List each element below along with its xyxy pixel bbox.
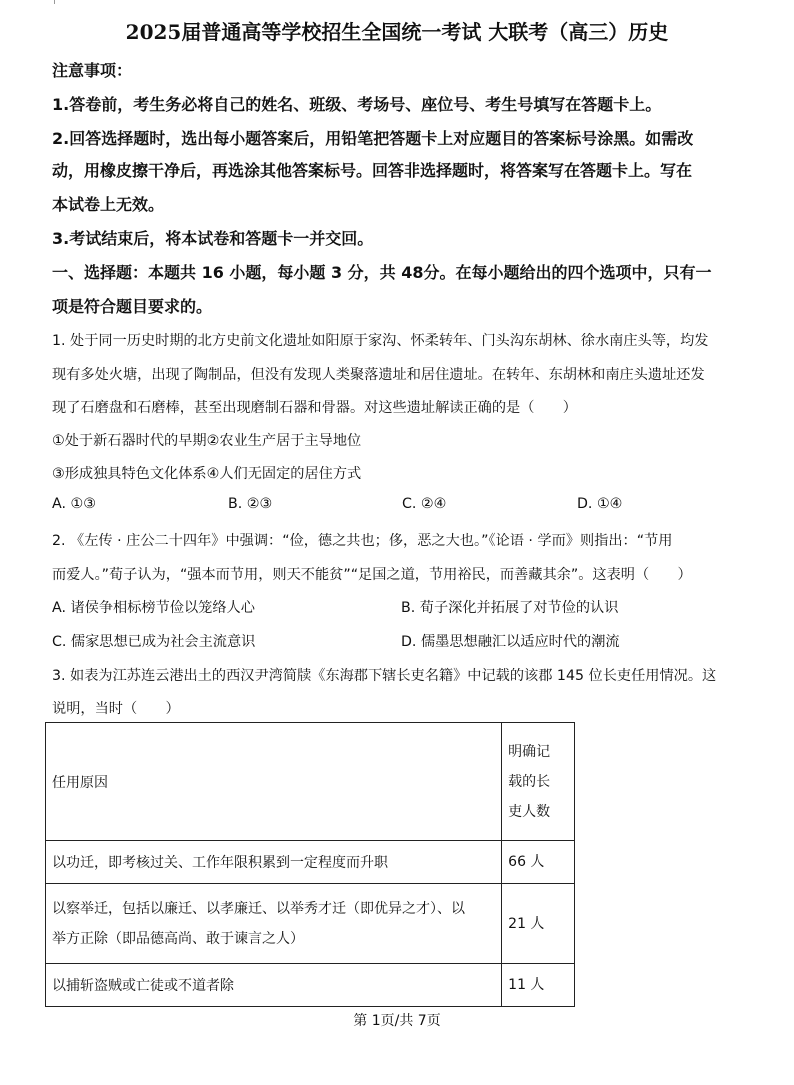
q1-option-d: D. ①④ <box>577 496 623 512</box>
q2-stem-line1: 2. 《左传 · 庄公二十四年》中强调：“俭，德之共也；侈，恶之大也。”《论语 · 学而》则指出：“节用 <box>52 533 673 549</box>
reason-line: 以察举迁，包括以廉迁、以孝廉迁、以举秀才迁（即优异之才）、以 <box>52 900 465 917</box>
exam-title: 2025届普通高等学校招生全国统一考试 大联考（高三）历史 <box>125 20 669 44</box>
q1-statement-2: ③形成独具特色文化体系④人们无固定的居住方式 <box>52 466 362 482</box>
header-count-line: 吏人数 <box>508 803 551 820</box>
header-count-cell <box>502 723 575 841</box>
header-reason-cell: 任用原因 <box>46 723 502 841</box>
count-cell: 21 人 <box>502 884 575 964</box>
q1-option-b: B. ②③ <box>228 496 273 512</box>
notice-item-1: 1.答卷前，考生务必将自己的姓名、班级、考场号、座位号、考生号填写在答题卡上。 <box>52 95 662 114</box>
reason-line: 举方正除（即品德高尚、敢于谏言之人） <box>52 930 304 947</box>
q1-option-c: C. ②④ <box>402 496 447 512</box>
reason-cell: 以功迁，即考核过关、工作年限积累到一定程度而升职 <box>46 841 502 884</box>
q2-option-a: A. 诸侯争相标榜节俭以笼络人心 <box>52 600 255 616</box>
page-number: 第 1页/共 7页 <box>353 1013 441 1029</box>
page-mark <box>54 0 55 4</box>
notice-heading: 注意事项： <box>52 61 133 80</box>
notice-item-2-line3: 本试卷上无效。 <box>52 195 165 214</box>
q1-stem-line1: 1. 处于同一历史时期的北方史前文化遗址如阳原于家沟、怀柔转年、门头沟东胡林、徐水南庄头等，均发 <box>52 333 709 349</box>
count-cell: 11 人 <box>502 964 575 1007</box>
section-heading-line1: 一、选择题：本题共 16 小题，每小题 3 分，共 48分。在每小题给出的四个选项中，只有一 <box>52 263 712 282</box>
q2-option-d: D. 儒墨思想融汇以适应时代的潮流 <box>401 634 620 650</box>
table-row <box>46 841 575 884</box>
q2-stem-line2: 而爱人。”荀子认为，“强本而节用，则天不能贫”“足国之道，节用裕民，而善藏其余”。这表明（ ） <box>52 567 692 583</box>
table-row <box>46 964 575 1007</box>
notice-item-2-line1: 2.回答选择题时，选出每小题答案后，用铅笔把答题卡上对应题目的答案标号涂黑。如需改 <box>52 129 694 148</box>
header-count-line: 明确记 <box>508 743 551 760</box>
reason-cell: 以捕斩盗贼或亡徒或不道者除 <box>46 964 502 1007</box>
section-heading-line2: 项是符合题目要求的。 <box>52 297 213 316</box>
q2-option-b: B. 荀子深化并拓展了对节俭的认识 <box>401 600 619 616</box>
q1-stem-line3: 现了石磨盘和石磨棒，甚至出现磨制石器和骨器。对这些遗址解读正确的是（ ） <box>52 400 577 416</box>
q3-stem-line1: 3. 如表为江苏连云港出土的西汉尹湾简牍《东海郡下辖长吏名籍》中记载的该郡 145 位长吏任用情况。这 <box>52 668 717 684</box>
header-count-line: 载的长 <box>508 773 551 790</box>
appointment-table <box>45 722 575 1007</box>
q1-stem-line2: 现有多处火塘，出现了陶制品，但没有发现人类聚落遗址和居住遗址。在转年、东胡林和南庄头遗址还发 <box>52 367 705 383</box>
table-header-row <box>46 723 575 841</box>
q1-statement-1: ①处于新石器时代的早期②农业生产居于主导地位 <box>52 433 362 449</box>
table-row <box>46 884 575 964</box>
q3-stem-line2: 说明，当时（ ） <box>52 701 180 717</box>
notice-item-2-line2: 动，用橡皮擦干净后，再选涂其他答案标号。回答非选择题时，将答案写在答题卡上。写在 <box>52 161 693 180</box>
q2-option-c: C. 儒家思想已成为社会主流意识 <box>52 634 256 650</box>
q1-option-a: A. ①③ <box>52 496 96 512</box>
notice-item-3: 3.考试结束后，将本试卷和答题卡一并交回。 <box>52 229 374 248</box>
reason-cell <box>46 884 502 964</box>
count-cell: 66 人 <box>502 841 575 884</box>
